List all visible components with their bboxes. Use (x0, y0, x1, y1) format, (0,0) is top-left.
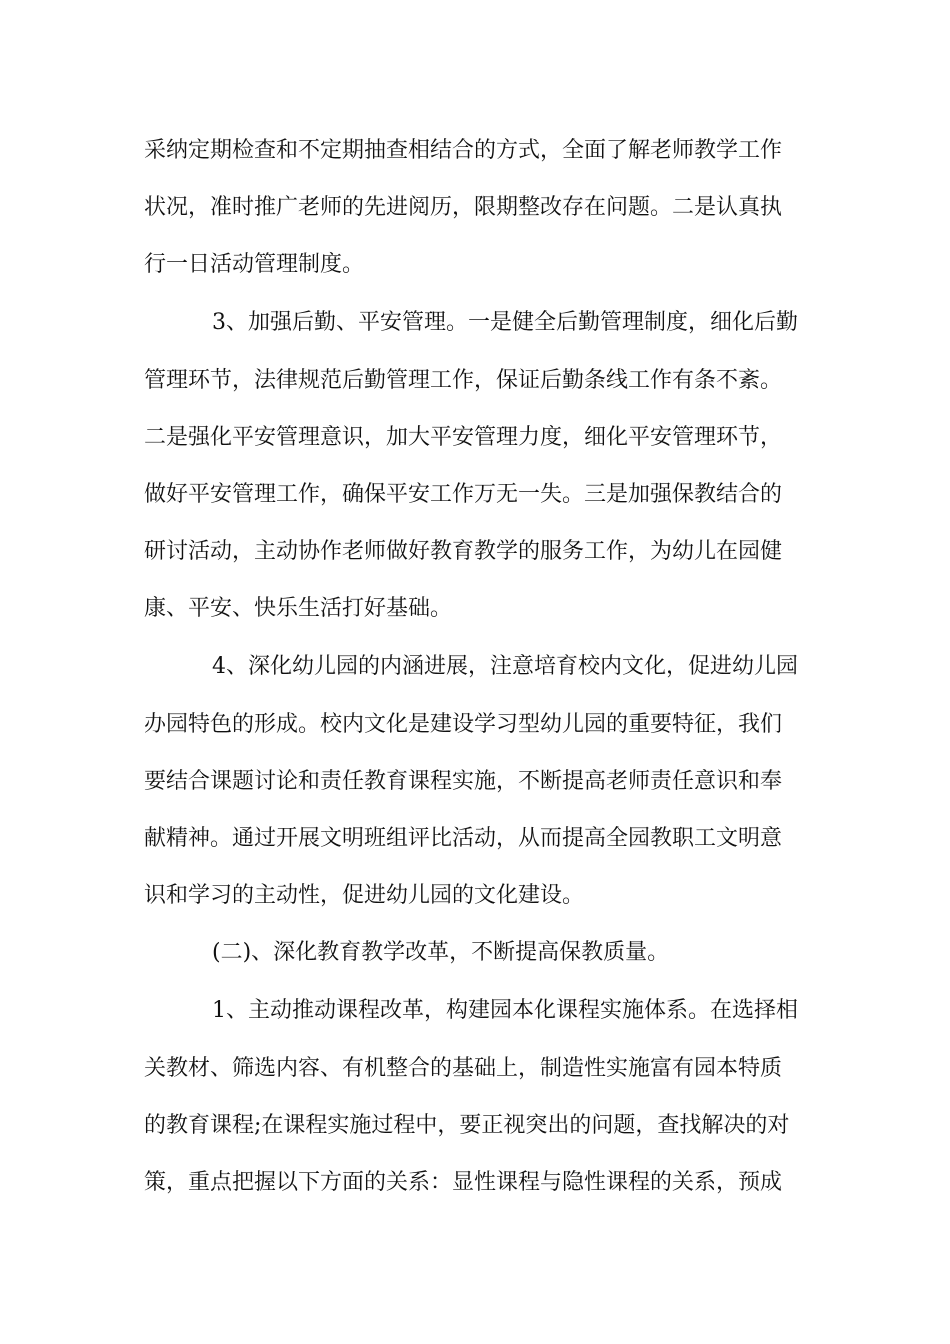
text-line-10: 4、深化幼儿园的内涵进展，注意培育校内文化，促进幼儿园 (212, 654, 798, 679)
text-line-2: 状况，准时推广老师的先进阅历，限期整改存在问题。二是认真执 (144, 195, 783, 220)
text-line-16: 1、主动推动课程改革，构建园本化课程实施体系。在选择相 (212, 998, 798, 1023)
section-heading: (二)、深化教育教学改革，不断提高保教质量。 (212, 940, 670, 965)
text-line-17: 关教材、筛选内容、有机整合的基础上，制造性实施富有园本特质 (144, 1056, 783, 1081)
text-line-14: 识和学习的主动性，促进幼儿园的文化建设。 (144, 883, 585, 908)
text-line-1: 采纳定期检查和不定期抽查相结合的方式，全面了解老师教学工作 (144, 138, 783, 163)
text-line-4: 3、加强后勤、平安管理。一是健全后勤管理制度，细化后勤 (212, 310, 798, 335)
text-line-6: 二是强化平安管理意识，加大平安管理力度，细化平安管理环节， (144, 425, 783, 450)
text-line-19: 策，重点把握以下方面的关系：显性课程与隐性课程的关系，预成 (144, 1170, 783, 1195)
text-line-7: 做好平安管理工作，确保平安工作万无一失。三是加强保教结合的 (144, 482, 783, 507)
text-line-18: 的教育课程;在课程实施过程中，要正视突出的问题，查找解决的对 (144, 1113, 790, 1138)
text-line-5: 管理环节，法律规范后勤管理工作，保证后勤条线工作有条不紊。 (144, 368, 783, 393)
text-line-3: 行一日活动管理制度。 (144, 252, 365, 277)
text-line-11: 办园特色的形成。校内文化是建设学习型幼儿园的重要特征，我们 (144, 712, 783, 737)
text-line-13: 献精神。通过开展文明班组评比活动，从而提高全园教职工文明意 (144, 826, 783, 851)
text-line-9: 康、平安、快乐生活打好基础。 (144, 596, 453, 621)
text-line-8: 研讨活动，主动协作老师做好教育教学的服务工作，为幼儿在园健 (144, 539, 783, 564)
text-line-12: 要结合课题讨论和责任教育课程实施，不断提高老师责任意识和奉 (144, 769, 783, 794)
